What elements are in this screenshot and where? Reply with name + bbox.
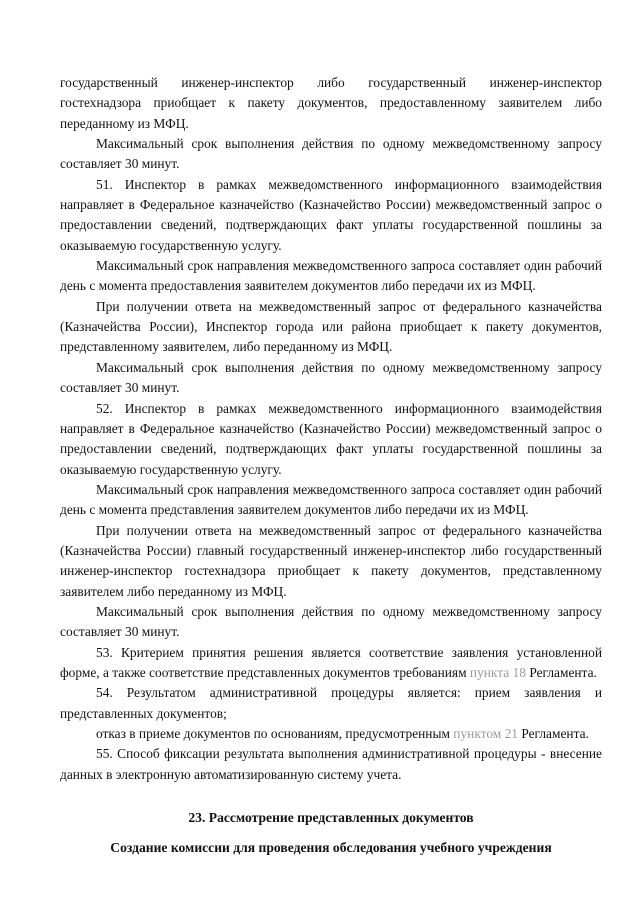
paragraph-4: При получении ответа на межведомственный запрос от федерального казначейства (Казначейства России), Инспектор города или района приобщает к пакету документов, представленному заявителем, либо переданному из МФЦ. (60, 298, 602, 355)
subsection-title: Создание комиссии для проведения обследования учебного учреждения (110, 840, 552, 856)
paragraph-3: Максимальный срок направления межведомственного запроса составляет один рабочий день с момента предоставления заявителем документов либо передачи их из МФЦ. (60, 258, 602, 294)
paragraph-54: 54. Результатом административной процедуры является: прием заявления и представленных документов; (60, 685, 602, 721)
paragraph-9: Максимальный срок выполнения действия по одному межведомственному запросу составляет 30 минут. (60, 603, 602, 640)
paragraph-53 (60, 643, 602, 684)
document-page (60, 73, 602, 859)
paragraph-0: государственный инженер-инспектор либо государственный инженер-инспектор гостехнадзора приобщает к пакету документов, предоставленному заявителем либо переданному из МФЦ. (60, 75, 602, 131)
paragraph-8: При получении ответа на межведомственный запрос от федерального казначейства (Казначейства России) главный государственный инженер-инспектор либо государственный инженер-инспектор гостехнадзора приобщает к пакету документов, представленному заявителем либо переданному из МФЦ. (60, 522, 602, 599)
paragraph-54-refusal-end: Регламента. (517, 726, 589, 741)
paragraph-52: 52. Инспектор в рамках межведомственного информационного взаимодействия направляет в Федеральное казначейство (Казначейство России) межведомственный запрос о предоставлении сведений, подтверждающих факт уплаты государственной пошлины за оказываемую государственную услугу. (60, 400, 602, 477)
section-title: 23. Рассмотрение представленных документов (188, 810, 474, 826)
paragraph-5: Максимальный срок выполнения действия по одному межведомственному запросу составляет 30 минут. (60, 359, 602, 396)
paragraph-54-refusal-text: отказ в приеме документов по основаниям, предусмотренным (96, 726, 454, 741)
paragraph-7: Максимальный срок направления межведомственного запроса составляет один рабочий день с момента представления заявителем документов либо передачи их из МФЦ. (60, 481, 602, 518)
paragraph-54-refusal-link[interactable]: пунктом 21 (453, 726, 518, 741)
paragraph-53-end: Регламента. (525, 664, 597, 680)
paragraph-51: 51. Инспектор в рамках межведомственного информационного взаимодействия направляет в Федеральное казначейство (Казначейство России) межведомственный запрос о предоставлении сведений, подтверждающих факт уплаты государственной пошлины за оказываемую государственную услугу. (60, 176, 602, 253)
paragraph-55: 55. Способ фиксации результата выполнения административной процедуры - внесение данных в электронную автоматизированную систему учета. (60, 746, 602, 782)
paragraph-1: Максимальный срок выполнения действия по одному межведомственному запросу составляет 30 минут. (60, 136, 602, 172)
paragraph-54-refusal (60, 724, 602, 744)
paragraph-53-text: 53. Критерием принятия решения является соответствие заявления установленной форме, а также соответствие представленных документов требованиям (60, 644, 602, 680)
paragraph-53-link[interactable]: пункта 18 (469, 664, 526, 680)
